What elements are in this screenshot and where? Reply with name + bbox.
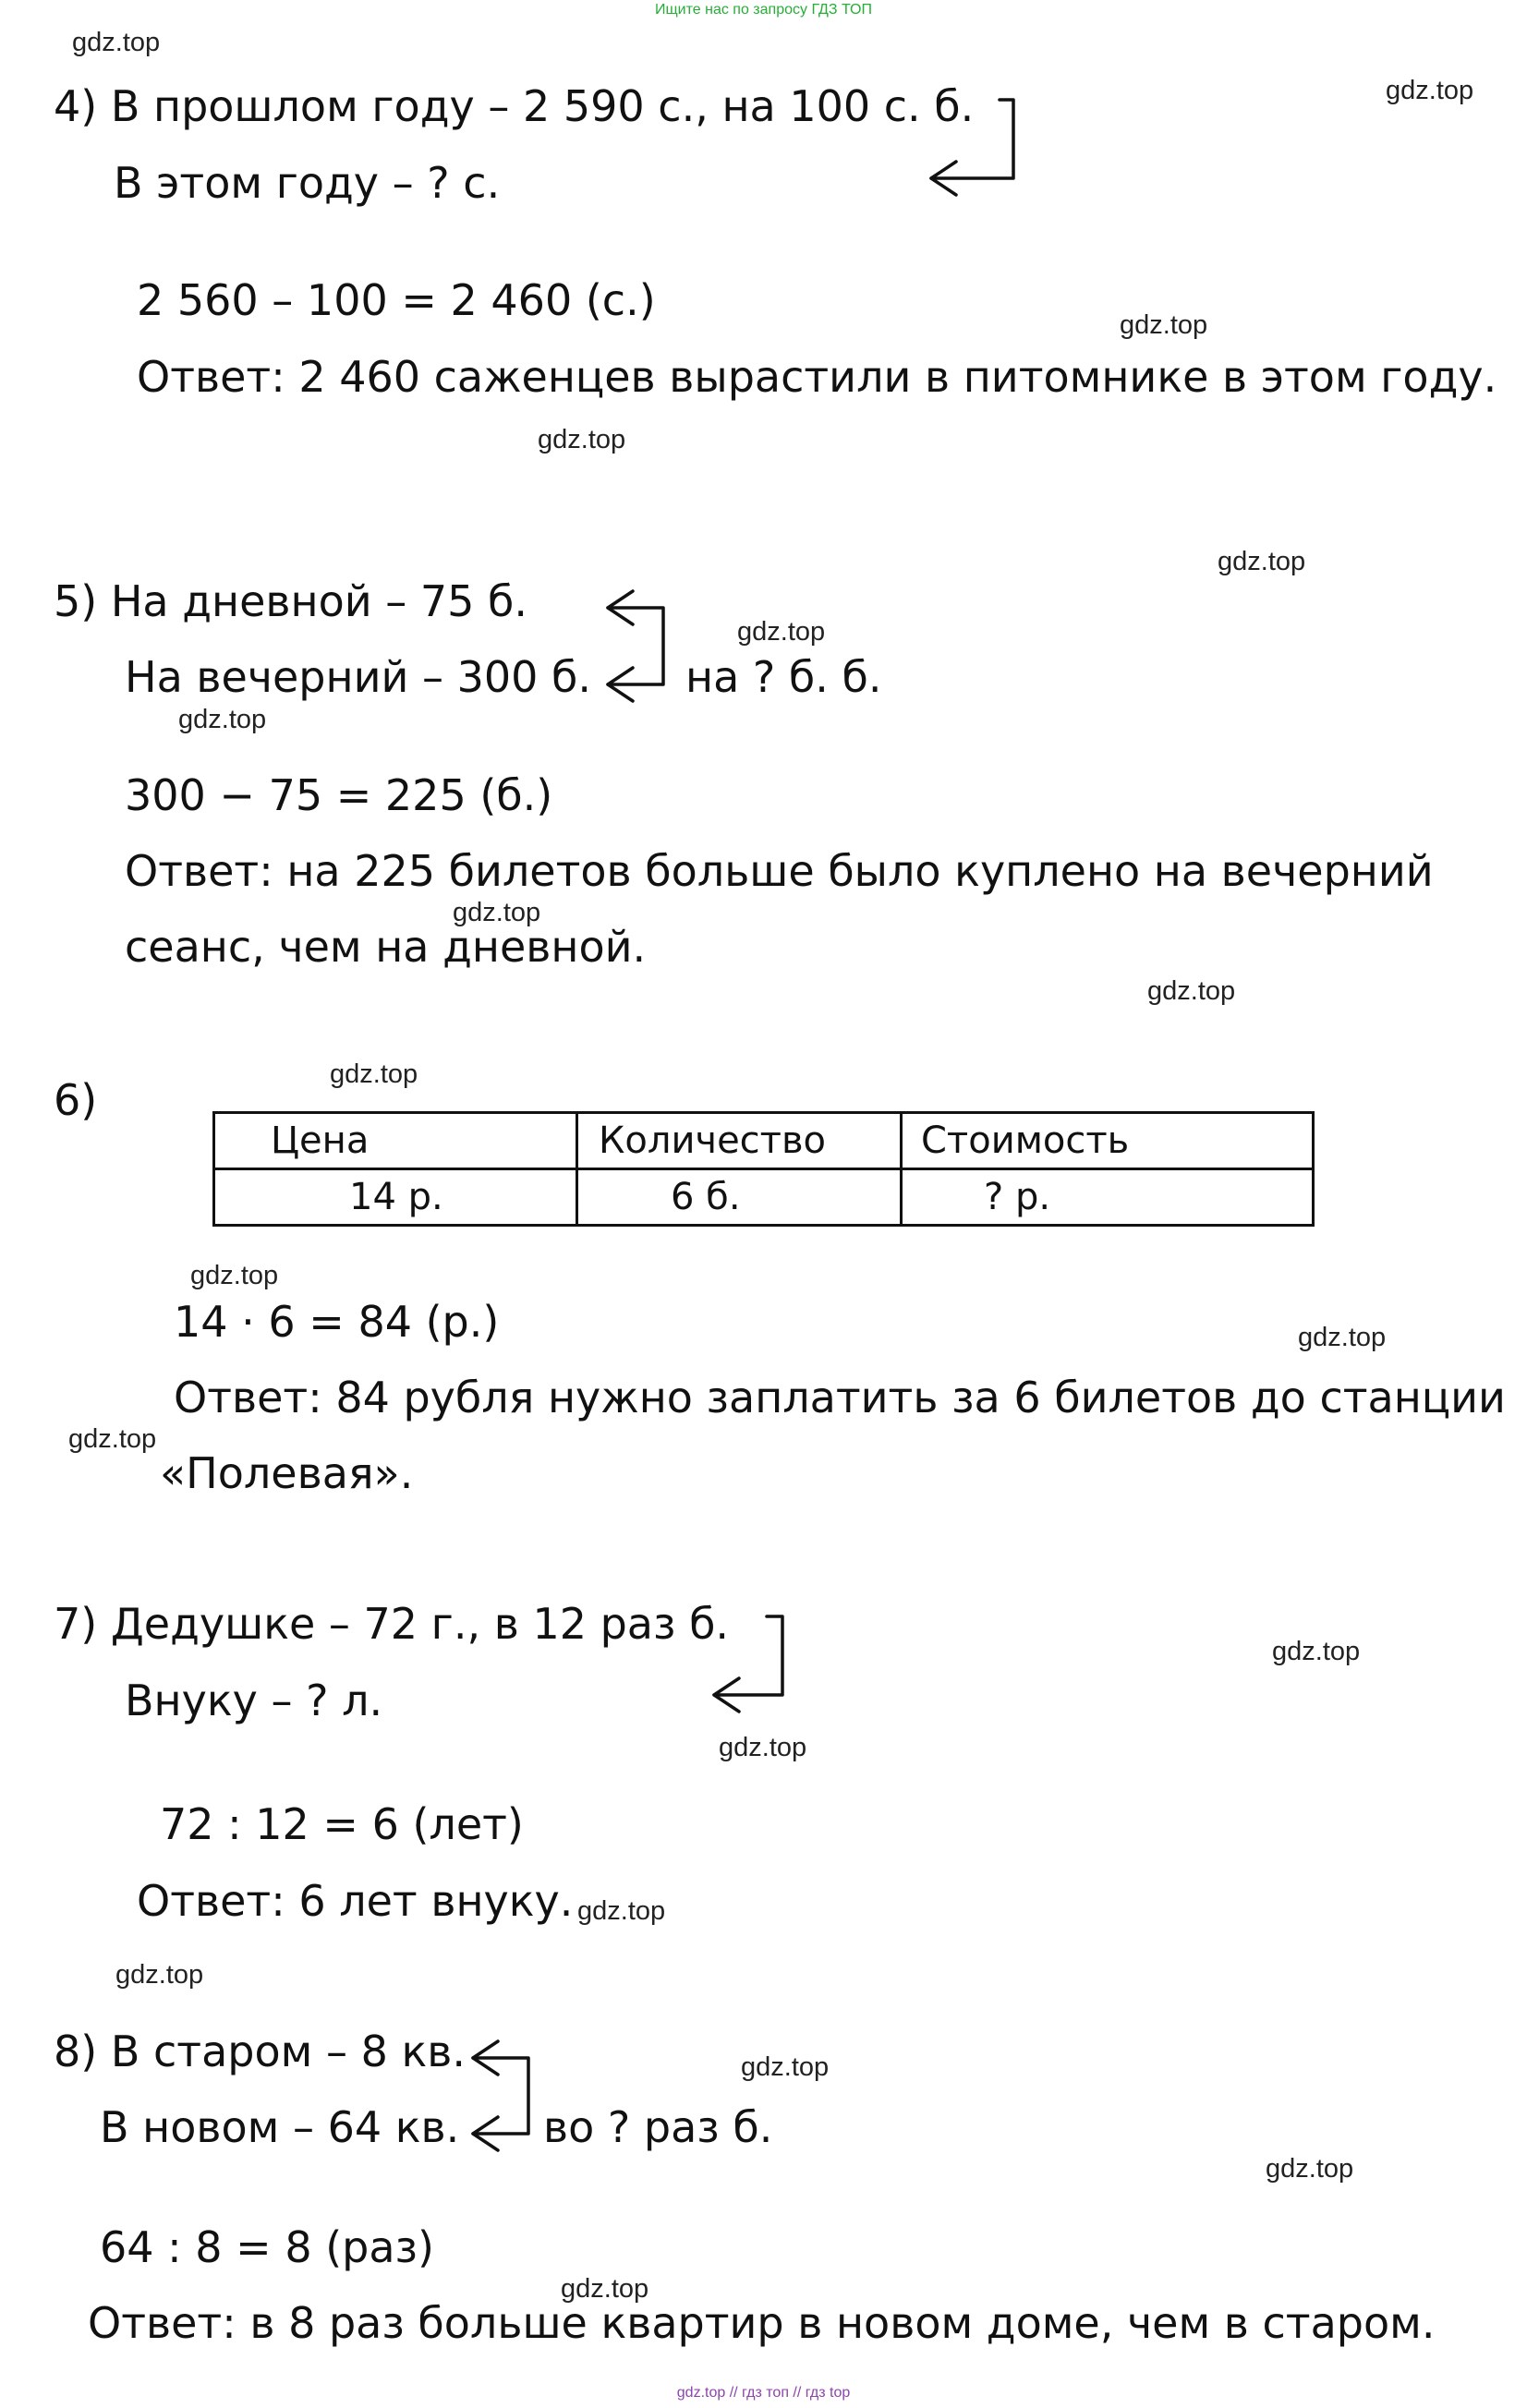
watermark: gdz.top: [577, 1896, 666, 1926]
watermark: gdz.top: [1147, 976, 1236, 1006]
problem-4-condition-line1: 4) В прошлом году – 2 590 с., на 100 с. б.: [54, 81, 975, 131]
watermark: gdz.top: [538, 425, 626, 454]
problem-6-calculation: 14 · 6 = 84 (р.): [174, 1297, 500, 1347]
problem-6-number: 6): [54, 1075, 98, 1125]
watermark: gdz.top: [1298, 1323, 1387, 1352]
watermark: gdz.top: [561, 2274, 649, 2304]
problem-4-condition-line2: В этом году – ? с.: [114, 158, 501, 208]
problem-8-calculation: 64 : 8 = 8 (раз): [100, 2222, 434, 2272]
problem-5-calculation: 300 − 75 = 225 (б.): [125, 770, 553, 820]
problem-7-bracket-arrow: [714, 1616, 782, 1712]
problem-4-answer: Ответ: 2 460 саженцев вырастили в питомнике в этом году.: [137, 352, 1497, 402]
problem-8-condition-line2: В новом – 64 кв.: [100, 2102, 460, 2152]
problem-5-condition-line1: 5) На дневной – 75 б.: [54, 576, 528, 626]
problem-5-bracket-arrow: [608, 591, 663, 701]
problem-5-answer-line2: сеанс, чем на дневной.: [125, 922, 647, 972]
table-cell-price: 14 р.: [214, 1169, 577, 1226]
table-header-quantity: Количество: [577, 1113, 902, 1169]
watermark: gdz.top: [72, 28, 161, 57]
problem-8-answer: Ответ: в 8 раз больше квартир в новом доме, чем в старом.: [88, 2298, 1436, 2348]
problem-5-bracket-label: на ? б. б.: [685, 652, 882, 702]
problem-7-calculation: 72 : 12 = 6 (лет): [160, 1799, 524, 1849]
problem-7-condition-line1: 7) Дедушке – 72 г., в 12 раз б.: [54, 1599, 730, 1649]
table-header-price: Цена: [214, 1113, 577, 1169]
watermark: gdz.top: [453, 898, 541, 927]
problem-7-condition-line2: Внуку – ? л.: [125, 1676, 383, 1725]
problem-7-answer: Ответ: 6 лет внуку.: [137, 1876, 574, 1926]
table-cell-cost: ? р.: [902, 1169, 1314, 1226]
watermark: gdz.top: [68, 1424, 157, 1454]
table-cell-quantity: 6 б.: [577, 1169, 902, 1226]
problem-4-bracket-arrow: [931, 100, 1013, 195]
watermark: gdz.top: [1218, 547, 1306, 576]
problem-8-bracket-label: во ? раз б.: [543, 2102, 773, 2152]
problem-4-calculation: 2 560 – 100 = 2 460 (с.): [137, 275, 656, 325]
watermark: gdz.top: [1120, 310, 1208, 340]
bottom-banner: gdz.top // гдз топ // гдз top: [676, 2385, 851, 2401]
table-header-cost: Стоимость: [902, 1113, 1314, 1169]
problem-8-bracket-arrow: [473, 2041, 528, 2150]
watermark: gdz.top: [1266, 2154, 1354, 2184]
problem-8-condition-line1: 8) В старом – 8 кв.: [54, 2027, 466, 2076]
watermark: gdz.top: [719, 1733, 807, 1762]
problem-5-answer-line1: Ответ: на 225 билетов больше было куплено на вечерний: [125, 846, 1434, 896]
watermark: gdz.top: [741, 2052, 830, 2082]
watermark: gdz.top: [115, 1960, 204, 1990]
problem-5-condition-line2: На вечерний – 300 б.: [125, 652, 592, 702]
watermark: gdz.top: [190, 1261, 279, 1290]
watermark: gdz.top: [178, 705, 267, 734]
problem-6-answer-line2: «Полевая».: [160, 1448, 414, 1498]
watermark: gdz.top: [1386, 76, 1474, 105]
watermark: gdz.top: [330, 1059, 418, 1089]
watermark: gdz.top: [1272, 1637, 1361, 1666]
problem-6-answer-line1: Ответ: 84 рубля нужно заплатить за 6 билетов до станции: [174, 1373, 1506, 1422]
top-banner: Ищите нас по запросу ГДЗ ТОП: [655, 2, 872, 18]
watermark: gdz.top: [737, 617, 826, 647]
